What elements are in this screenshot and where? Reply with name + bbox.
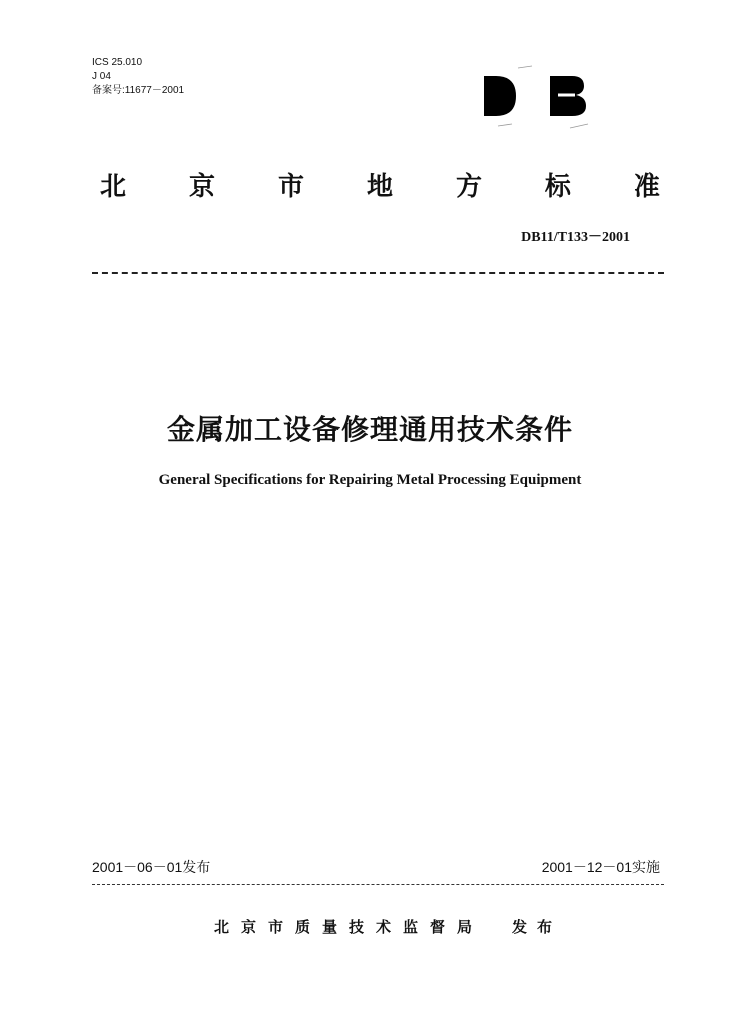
standard-type-char: 标 [544, 172, 571, 202]
standard-type-char: 京 [188, 172, 215, 202]
db-logo [478, 62, 598, 132]
classification-block [92, 56, 184, 98]
publisher-name: 北京市质量技术监督局 [214, 918, 485, 936]
standard-type-char: 市 [277, 172, 304, 202]
standard-type-char: 方 [455, 172, 482, 202]
standard-type-heading [100, 166, 660, 203]
bottom-divider [92, 884, 664, 885]
implementation-date: 2001－12－01实施 [541, 859, 660, 875]
ics-code: ICS 25.010 [92, 57, 143, 68]
standard-type-char: 北 [100, 172, 127, 202]
title-chinese: 金属加工设备修理通用技术条件 [166, 413, 573, 446]
top-divider [92, 272, 664, 274]
category-code: J 04 [92, 71, 111, 82]
standard-type-char: 地 [366, 172, 393, 202]
filing-number: 备案号:11677－2001 [92, 85, 185, 96]
standard-code: DB11/T133－2001 [521, 230, 630, 245]
db-logo-d [484, 76, 516, 116]
standard-type-char: 准 [633, 172, 660, 202]
title-english: General Specifications for Repairing Metal Processing Equipment [158, 472, 582, 488]
issue-date: 2001－06－01发布 [92, 859, 211, 875]
publish-label: 发布 [512, 918, 563, 936]
